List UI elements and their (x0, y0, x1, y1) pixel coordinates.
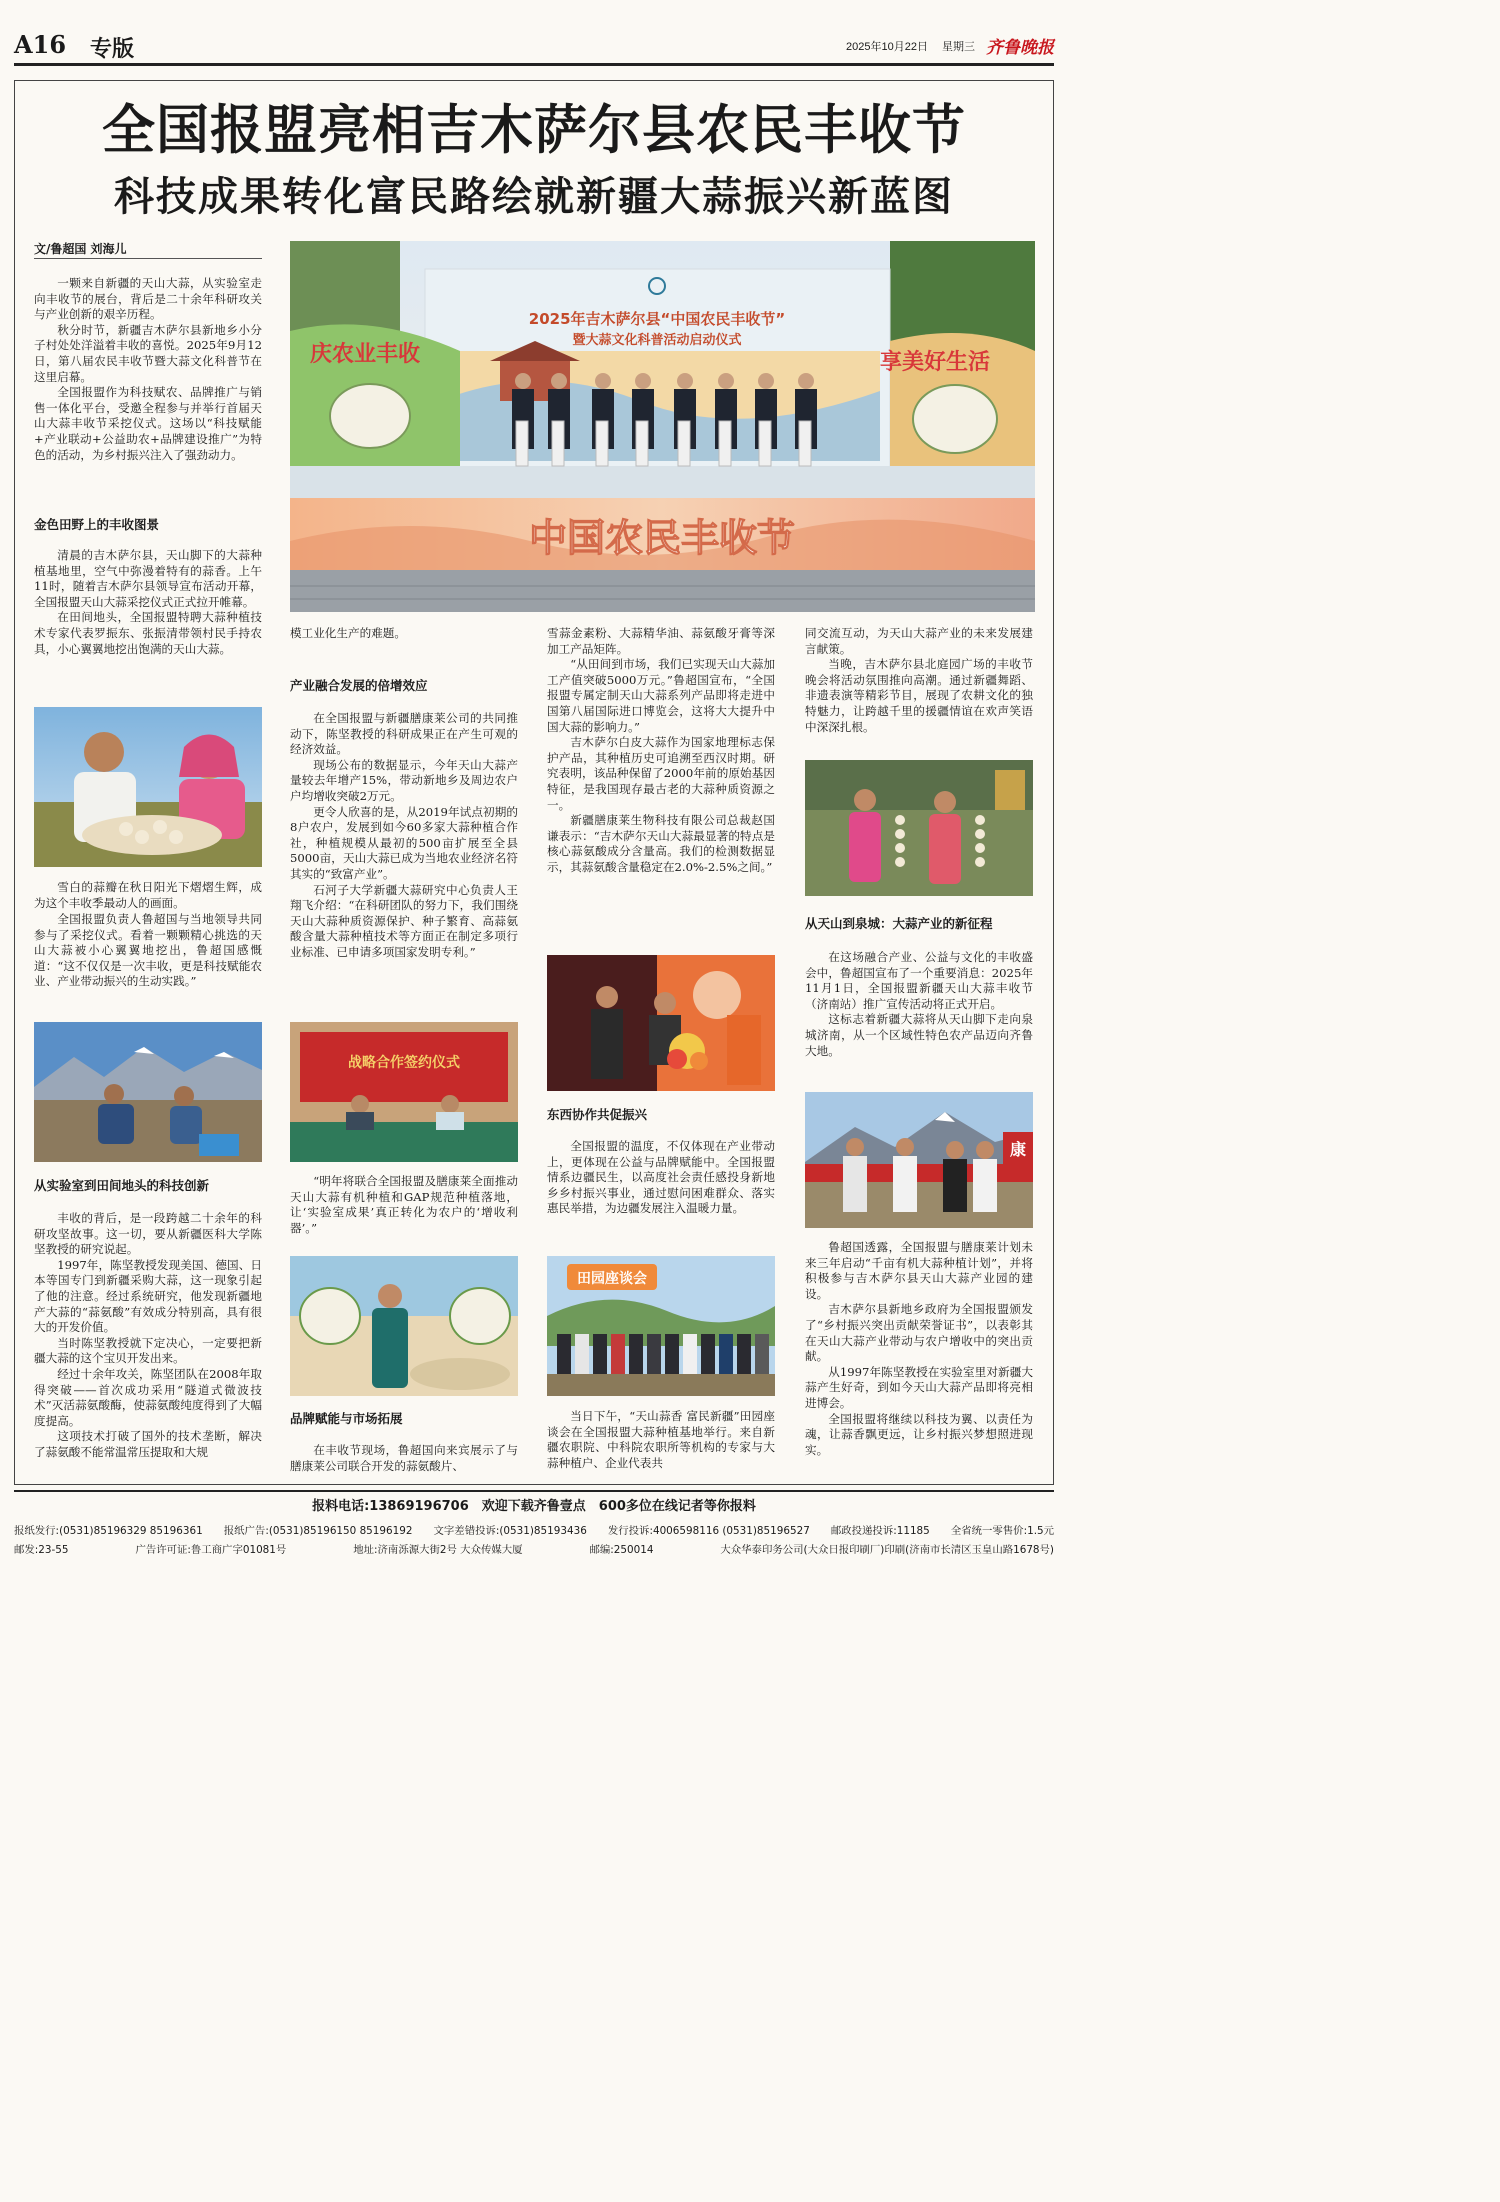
photo-group-forum (547, 1256, 775, 1396)
footer-item: 地址:济南泺源大街2号 大众传媒大厦 (353, 1544, 523, 1556)
section-title: 从实验室到田间地头的科技创新 (34, 1178, 210, 1193)
paragraph: 当晚，吉木萨尔县北庭园广场的丰收节晚会将活动氛围推向高潮。通过新疆舞蹈、非遗表演等精彩节目，展现了农耕文化的独特魅力，让跨越千里的援疆情谊在欢声笑语中深深扎根。 (805, 657, 1033, 734)
paragraph: 经过十余年攻关，陈坚团队在2008年取得突破——首次成功采用“隧道式微波技术”灭活蒜氨酸酶，使蒜氨酸纯度得到了大幅度提高。 (34, 1366, 262, 1428)
masthead (14, 30, 1054, 66)
paragraph: 全国报盟将继续以科技为翼、以责任为魂，让蒜香飘更远，让乡村振兴梦想照进现实。 (805, 1411, 1033, 1457)
col2-section3 (290, 711, 518, 961)
photo-women-garlic-braids (805, 760, 1033, 896)
footer-item: 广告许可证:鲁工商广字01081号 (135, 1544, 287, 1556)
paragraph: 在田间地头，全国报盟特聘大蒜种植技术专家代表罗振东、张振清带领村民手持农具，小心翼翼地挖出饱满的天山大蒜。 (34, 610, 262, 656)
paragraph: 当日下午，“天山蒜香 富民新疆”田园座谈会在全国报盟大蒜种植基地举行。来自新疆农职院、中科院农职所等机构的专家与大蒜种植户、企业代表共 (547, 1409, 775, 1470)
section-title: 东西协作共促振兴 (547, 1107, 648, 1122)
col2-section4 (290, 1443, 518, 1474)
page-number: A16 (14, 30, 67, 59)
garlic-mascot-icon (450, 1288, 510, 1344)
paragraph: 在这场融合产业、公益与文化的丰收盛会中，鲁超国宣布了一个重要消息：2025年11月1日，全国报盟新疆天山大蒜丰收节（济南站）推广宣传活动将正式开启。 (805, 950, 1033, 1011)
paragraph: 当时陈坚教授就下定决心，一定要把新疆大蒜的这个宝贝开发出来。 (34, 1335, 262, 1366)
paragraph: 全国报盟的温度，不仅体现在产业带动上，更体现在公益与品牌赋能中。全国报盟情系边疆民生，以高度社会责任感投身新地乡乡村振兴事业，通过慰问困难群众、落实惠民举措，为边疆发展注入温暖力量。 (547, 1139, 775, 1216)
col4-section6-more (805, 1240, 1033, 1458)
paragraph: 这标志着新疆大蒜将从天山脚下走向泉城济南，从一个区域性特色农产品迈向齐鲁大地。 (805, 1012, 1033, 1058)
garlic-mascot-icon (300, 1288, 360, 1344)
paragraph: 丰收的背后，是一段跨越二十余年的科研攻坚故事。这一切，要从新疆医科大学陈坚教授的研究说起。 (34, 1211, 262, 1257)
paragraph: 更令人欣喜的是，从2019年试点初期的8户农户，发展到如今60多家大蒜种植合作社，种植规模从最初的500亩扩展至全县5000亩，天山大蒜已成为当地农业经济名符其实的“致富产业”。 (290, 804, 518, 881)
photo-mountain-visit (805, 1092, 1033, 1228)
footer-item: 文字差错投诉:(0531)85193436 (433, 1525, 587, 1537)
paragraph: 1997年，陈坚教授发现美国、德国、日本等国专门到新疆采购大蒜，这一现象引起了他的注意。经过系统研究，他发现新疆地产大蒜的“蒜氨酸”有效成分特别高，具有很大的开发价值。 (34, 1257, 262, 1335)
subheadline: 科技成果转化富民路绘就新疆大蒜振兴新蓝图 (114, 174, 954, 220)
section-title: 从天山到泉城：大蒜产业的新征程 (805, 916, 993, 931)
harvest-banner: 中国农民丰收节 (528, 516, 796, 560)
footer-rule (14, 1490, 1054, 1492)
footer-item: 邮编:250014 (589, 1544, 654, 1556)
newspaper-logo: 齐鲁晚报 (986, 38, 1054, 58)
paragraph: 全国报盟作为科技赋农、品牌推广与销售一体化平台，受邀全程参与并举行首届天山大蒜丰收节采挖仪式。这场以“科技赋能+产业联动+公益助农+品牌建设推广”为特色的活动，为乡村振兴注入了强劲动力。 (34, 385, 262, 462)
section-title: 产业融合发展的倍增效应 (290, 678, 428, 693)
col1-section1-more (34, 912, 262, 990)
footer-item: 报纸发行:(0531)85196329 85196361 (14, 1525, 203, 1537)
col3-section5 (547, 1139, 775, 1217)
banner-text: 战略合作签约仪式 (348, 1055, 460, 1071)
paragraph: 新疆膳康莱生物科技有限公司总裁赵国谦表示：“吉木萨尔天山大蒜最显著的特点是核心蒜氨酸成分含量高。我们的检测数据显示，其蒜氨酸含量稳定在2.0%-2.5%之间。” (547, 813, 775, 874)
photo-speech-flowers (547, 955, 775, 1091)
paragraph: 在全国报盟与新疆膳康莱公司的共同推动下，陈坚教授的科研成果正在产生可观的经济效益。 (290, 711, 518, 757)
paragraph: 吉木萨尔白皮大蒜作为国家地理标志保护产品，其种植历史可追溯至西汉时期。研究表明，该品种保留了2000年前的原始基因特征，是我国现存最古老的大蒜种质资源之一。 (547, 735, 775, 812)
paragraph: 鲁超国透露，全国报盟与膳康莱计划未来三年启动“千亩有机大蒜种植计划”，并将积极参与吉木萨尔县天山大蒜产业园的建设。 (805, 1240, 1033, 1301)
sign-text: 康 (1009, 1140, 1027, 1159)
paragraph: 石河子大学新疆大蒜研究中心负责人王翔飞介绍：“在科研团队的努力下，我们围绕天山大蒜种质资源保护、种子繁育、高蒜氨酸含量大蒜种植技术等方面正在制定多项行业标准、已申请多项国家发明专利。” (290, 882, 518, 959)
stage-title-line2: 暨大蒜文化科普活动启动仪式 (572, 333, 742, 348)
paragraph: 模工业化生产的难题。 (290, 626, 406, 640)
footer-item: 邮发:23-55 (14, 1544, 69, 1556)
photo-signing-ceremony (290, 1022, 518, 1162)
paragraph: 吉木萨尔县新地乡政府为全国报盟颁发了“乡村振兴突出贡献荣誉证书”，以表彰其在天山大蒜产业带动与农户增收中的突出贡献。 (805, 1302, 1033, 1364)
footer-item: 发行投诉:4006598116 (0531)85196527 (607, 1525, 810, 1537)
byline-rule (34, 258, 262, 259)
paragraph: 雪蒜金素粉、大蒜精华油、蒜氨酸牙膏等深加工产品矩阵。 (547, 626, 775, 656)
pull-quote: “明年将联合全国报盟及膳康莱全面推动天山大蒜有机种植和GAP规范种植落地，让‘实验室成果’真正转化为农户的‘增收利器’。” (290, 1174, 518, 1235)
section-name: 专版 (90, 36, 135, 62)
section-title: 金色田野上的丰收图景 (34, 517, 160, 532)
paragraph: 秋分时节，新疆吉木萨尔县新地乡小分子村处处洋溢着丰收的喜悦。2025年9月12日，第八届农民丰收节暨大蒜文化科普节在这里启幕。 (34, 322, 262, 384)
col4-section6 (805, 950, 1033, 1059)
footer-item: 邮政投递投诉:11185 (830, 1525, 930, 1537)
right-slogan: 享美好生活 (880, 350, 991, 375)
headline: 全国报盟亮相吉木萨尔县农民丰收节 (102, 99, 966, 161)
paragraph: 从1997年陈坚教授在实验室里对新疆大蒜产生好奇，到如今天山大蒜产品即将亮相进博会。 (805, 1364, 1033, 1410)
footer-hotline: 报料电话:13869196706 欢迎下载齐鲁壹点 600多位在线记者等你报料 (312, 1499, 756, 1514)
byline: 文/鲁超国 刘海儿 (34, 242, 127, 256)
issue-weekday: 星期三 (942, 41, 975, 53)
col2-cont (290, 626, 518, 642)
paragraph: “从田间到市场，我们已实现天山大蒜加工产值突破5000万元。”鲁超国宣布，“全国报盟专属定制天山大蒜系列产品即将走进中国第八届国际进口博览会，这将大大提升中国大蒜的影响力。” (547, 657, 775, 734)
photo-field-crew (34, 1022, 262, 1162)
banner-text: 田园座谈会 (577, 1271, 647, 1287)
garlic-mascot-icon (330, 384, 410, 448)
paragraph: 清晨的吉木萨尔县，天山脚下的大蒜种植基地里，空气中弥漫着特有的蒜香。上午11时，随着吉木萨尔县领导宣布活动开幕，全国报盟天山大蒜采挖仪式正式拉开帷幕。 (34, 548, 262, 609)
footer-item: 全省统一零售价:1.5元 (950, 1525, 1054, 1537)
paragraph: 在丰收节现场，鲁超国向来宾展示了与膳康莱公司联合开发的蒜氨酸片、 (290, 1443, 518, 1473)
paragraph: 同交流互动，为天山大蒜产业的未来发展建言献策。 (805, 626, 1033, 656)
col1-section2 (34, 1211, 262, 1461)
paragraph: 全国报盟负责人鲁超国与当地领导共同参与了采挖仪式。看着一颗颗精心挑选的天山大蒜被小心翼翼地挖出，鲁超国感慨道：“这不仅仅是一次丰收，更是科技赋能农业、产业带动振兴的生动实践。” (34, 912, 262, 989)
section-title: 品牌赋能与市场拓展 (290, 1411, 403, 1426)
col1-section1 (34, 548, 262, 657)
footer-item: 大众华泰印务公司(大众日报印刷厂)印刷(济南市长清区玉皇山路1678号) (720, 1544, 1054, 1556)
photo-garlic-booth (290, 1256, 518, 1396)
footer-item: 报纸广告:(0531)85196150 85196192 (223, 1525, 413, 1537)
footer-publisher (14, 1541, 1054, 1556)
stage-title-line1: 2025年吉木萨尔县“中国农民丰收节” (528, 310, 786, 328)
main-photo-ceremony (290, 241, 1035, 612)
left-slogan: 庆农业丰收 (310, 342, 421, 367)
paragraph: 现场公布的数据显示，今年天山大蒜产量较去年增产15%，带动新地乡及周边农户户均增收突破2万元。 (290, 757, 518, 803)
photo-caption: 雪白的蒜瓣在秋日阳光下熠熠生辉，成为这个丰收季最动人的画面。 (34, 880, 262, 910)
col3-text (547, 626, 775, 876)
footer-contacts (14, 1522, 1054, 1537)
paragraph: 一颗来自新疆的天山大蒜，从实验室走向丰收节的展台，背后是二十余年科研攻关与产业创新的艰辛历程。 (34, 276, 262, 322)
garlic-mascot-icon (913, 385, 997, 453)
issue-date: 2025年10月22日 (846, 41, 928, 53)
col4-text (805, 626, 1033, 735)
col3-section5-more (547, 1409, 775, 1471)
paragraph: 这项技术打破了国外的技术垄断，解决了蒜氨酸不能常温常压提取和大规 (34, 1429, 262, 1459)
photo-farmers-garlic (34, 707, 262, 867)
col1-intro (34, 276, 262, 463)
